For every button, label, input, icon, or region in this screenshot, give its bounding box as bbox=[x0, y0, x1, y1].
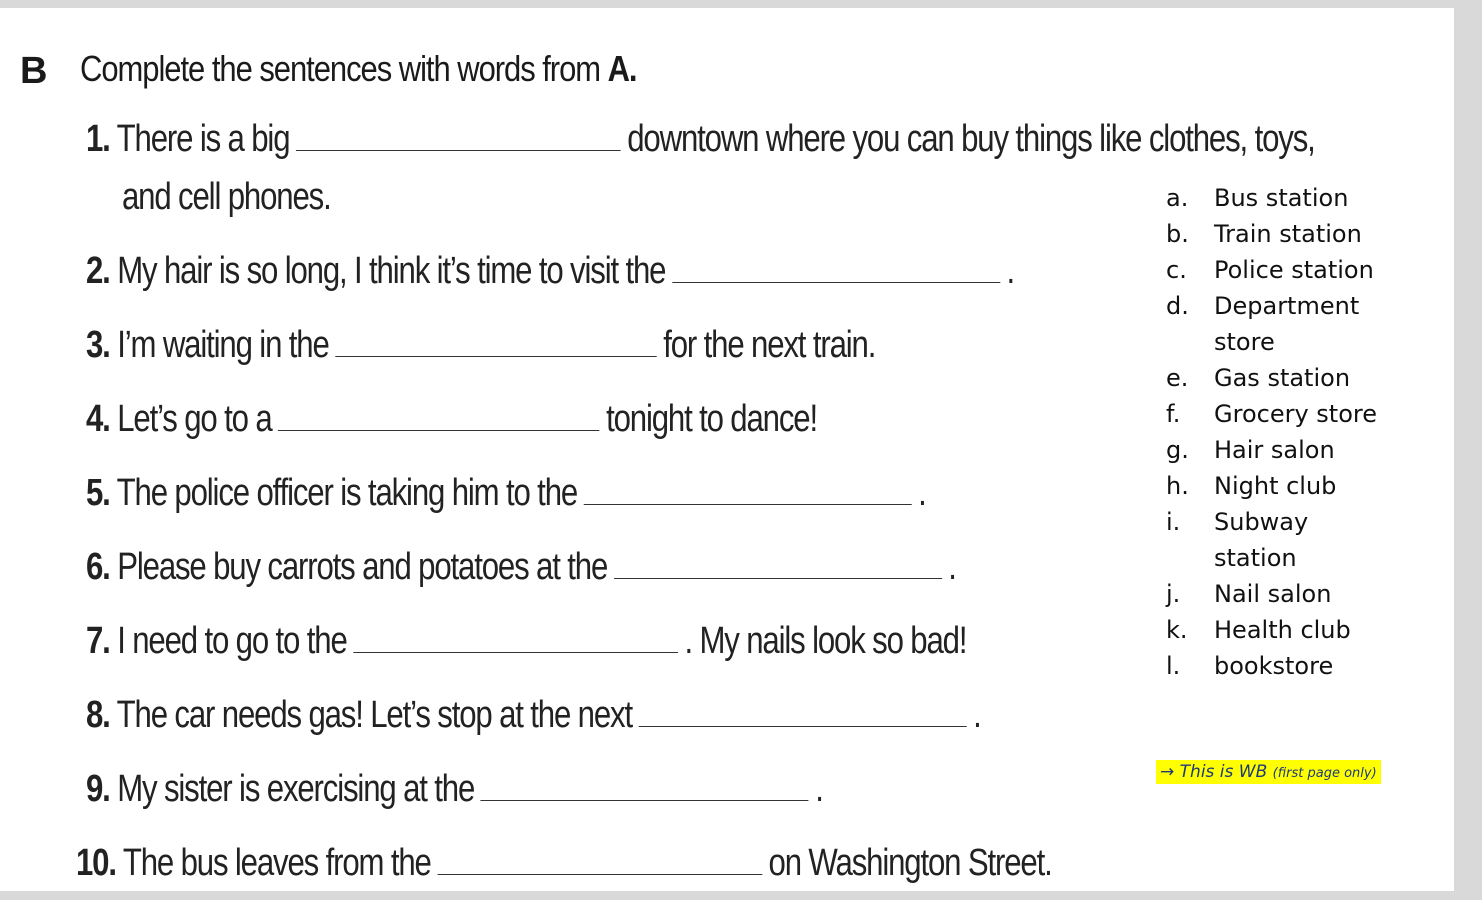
question-text-before: I’m waiting in the bbox=[117, 324, 329, 366]
word-bank-item bbox=[1166, 288, 1394, 360]
choice-letter: e. bbox=[1166, 364, 1189, 392]
question-number: 8. bbox=[86, 694, 110, 736]
answer-blank[interactable] bbox=[335, 355, 656, 357]
worksheet-page bbox=[0, 8, 1454, 891]
choice-text: Nail salon bbox=[1214, 580, 1332, 608]
question-number: 3. bbox=[86, 324, 110, 366]
question-3 bbox=[86, 324, 875, 367]
section-letter: B bbox=[20, 50, 48, 92]
word-bank-item bbox=[1166, 216, 1394, 252]
word-bank-item bbox=[1166, 648, 1394, 684]
choice-letter: g. bbox=[1166, 436, 1189, 464]
question-text-before: There is a big bbox=[116, 118, 290, 160]
question-text-after: . bbox=[918, 472, 926, 514]
instruction-reference: A. bbox=[607, 48, 637, 89]
question-5 bbox=[86, 472, 926, 515]
word-bank-item bbox=[1166, 396, 1394, 432]
answer-blank[interactable] bbox=[296, 149, 621, 151]
answer-blank[interactable] bbox=[481, 799, 809, 801]
answer-blank[interactable] bbox=[584, 503, 912, 505]
question-7 bbox=[86, 620, 966, 663]
question-text-after: downtown where you can buy things like clothes, toys, bbox=[627, 118, 1315, 160]
question-text-before: My hair is so long, I think it’s time to visit the bbox=[117, 250, 666, 292]
question-number: 7. bbox=[86, 620, 110, 662]
arrow-icon: → bbox=[1160, 762, 1175, 782]
choice-letter: b. bbox=[1166, 220, 1189, 248]
question-text-after: tonight to dance! bbox=[606, 398, 817, 440]
question-number: 10. bbox=[76, 842, 116, 884]
word-bank bbox=[1166, 180, 1394, 684]
choice-letter: c. bbox=[1166, 256, 1187, 284]
question-9 bbox=[86, 768, 823, 811]
question-1 bbox=[86, 118, 1315, 161]
question-number: 1. bbox=[86, 118, 110, 160]
question-text-after: . bbox=[948, 546, 956, 588]
choice-text: Gas station bbox=[1214, 364, 1351, 392]
answer-blank[interactable] bbox=[672, 281, 1000, 283]
choice-text: Department store bbox=[1214, 292, 1360, 356]
choice-text: Grocery store bbox=[1214, 400, 1377, 428]
question-number: 2. bbox=[86, 250, 110, 292]
choice-text: Bus station bbox=[1214, 184, 1349, 212]
choice-text: Subway station bbox=[1214, 508, 1309, 572]
question-text-after: . bbox=[1006, 250, 1015, 292]
question-1-continuation: and cell phones. bbox=[122, 176, 331, 218]
question-text-after: on Washington Street. bbox=[768, 842, 1052, 884]
word-bank-item bbox=[1166, 576, 1394, 612]
choice-letter: k. bbox=[1166, 616, 1188, 644]
instruction bbox=[80, 48, 637, 90]
question-text-before: Please buy carrots and potatoes at the bbox=[117, 546, 608, 588]
question-number: 5. bbox=[86, 472, 110, 514]
choice-letter: i. bbox=[1166, 508, 1181, 536]
choice-text: Train station bbox=[1214, 220, 1362, 248]
question-8 bbox=[86, 694, 981, 737]
word-bank-item bbox=[1166, 360, 1394, 396]
word-bank-item bbox=[1166, 432, 1394, 468]
question-number: 6. bbox=[86, 546, 110, 588]
answer-blank[interactable] bbox=[353, 651, 678, 653]
choice-letter: l. bbox=[1166, 652, 1181, 680]
question-text-after: for the next train. bbox=[663, 324, 876, 366]
instruction-text: Complete the sentences with words from bbox=[80, 48, 601, 89]
question-2 bbox=[86, 250, 1014, 293]
word-bank-item bbox=[1166, 504, 1394, 576]
choice-letter: h. bbox=[1166, 472, 1189, 500]
question-text-before: The car needs gas! Let’s stop at the next bbox=[116, 694, 632, 736]
word-bank-item bbox=[1166, 180, 1394, 216]
question-text-before: My sister is exercising at the bbox=[117, 768, 475, 810]
answer-blank[interactable] bbox=[278, 429, 599, 431]
question-text-before: Let’s go to a bbox=[117, 398, 272, 440]
choice-text: bookstore bbox=[1214, 652, 1334, 680]
question-number: 9. bbox=[86, 768, 110, 810]
choice-letter: j. bbox=[1166, 580, 1181, 608]
question-text-after: . bbox=[815, 768, 823, 810]
choice-text: Health club bbox=[1214, 616, 1351, 644]
question-text-after: . My nails look so bad! bbox=[684, 620, 967, 662]
choice-text: Police station bbox=[1214, 256, 1374, 284]
word-bank-item bbox=[1166, 252, 1394, 288]
question-text-before: The police officer is taking him to the bbox=[116, 472, 578, 514]
note-text: This is WB bbox=[1179, 762, 1268, 782]
note-subtext: (first page only) bbox=[1272, 766, 1377, 781]
word-bank-item bbox=[1166, 612, 1394, 648]
question-number: 4. bbox=[86, 398, 110, 440]
choice-letter: d. bbox=[1166, 292, 1189, 320]
answer-blank[interactable] bbox=[639, 725, 967, 727]
question-text-before: I need to go to the bbox=[117, 620, 347, 662]
question-6 bbox=[86, 546, 956, 589]
question-10 bbox=[76, 842, 1052, 885]
answer-blank[interactable] bbox=[437, 873, 762, 875]
word-bank-item bbox=[1166, 468, 1394, 504]
choice-text: Hair salon bbox=[1214, 436, 1335, 464]
question-4 bbox=[86, 398, 817, 441]
question-text-before: The bus leaves from the bbox=[122, 842, 431, 884]
choice-letter: f. bbox=[1166, 400, 1181, 428]
choice-letter: a. bbox=[1166, 184, 1189, 212]
question-text-after: . bbox=[973, 694, 981, 736]
workbook-note bbox=[1156, 760, 1381, 784]
answer-blank[interactable] bbox=[614, 577, 942, 579]
choice-text: Night club bbox=[1214, 472, 1337, 500]
